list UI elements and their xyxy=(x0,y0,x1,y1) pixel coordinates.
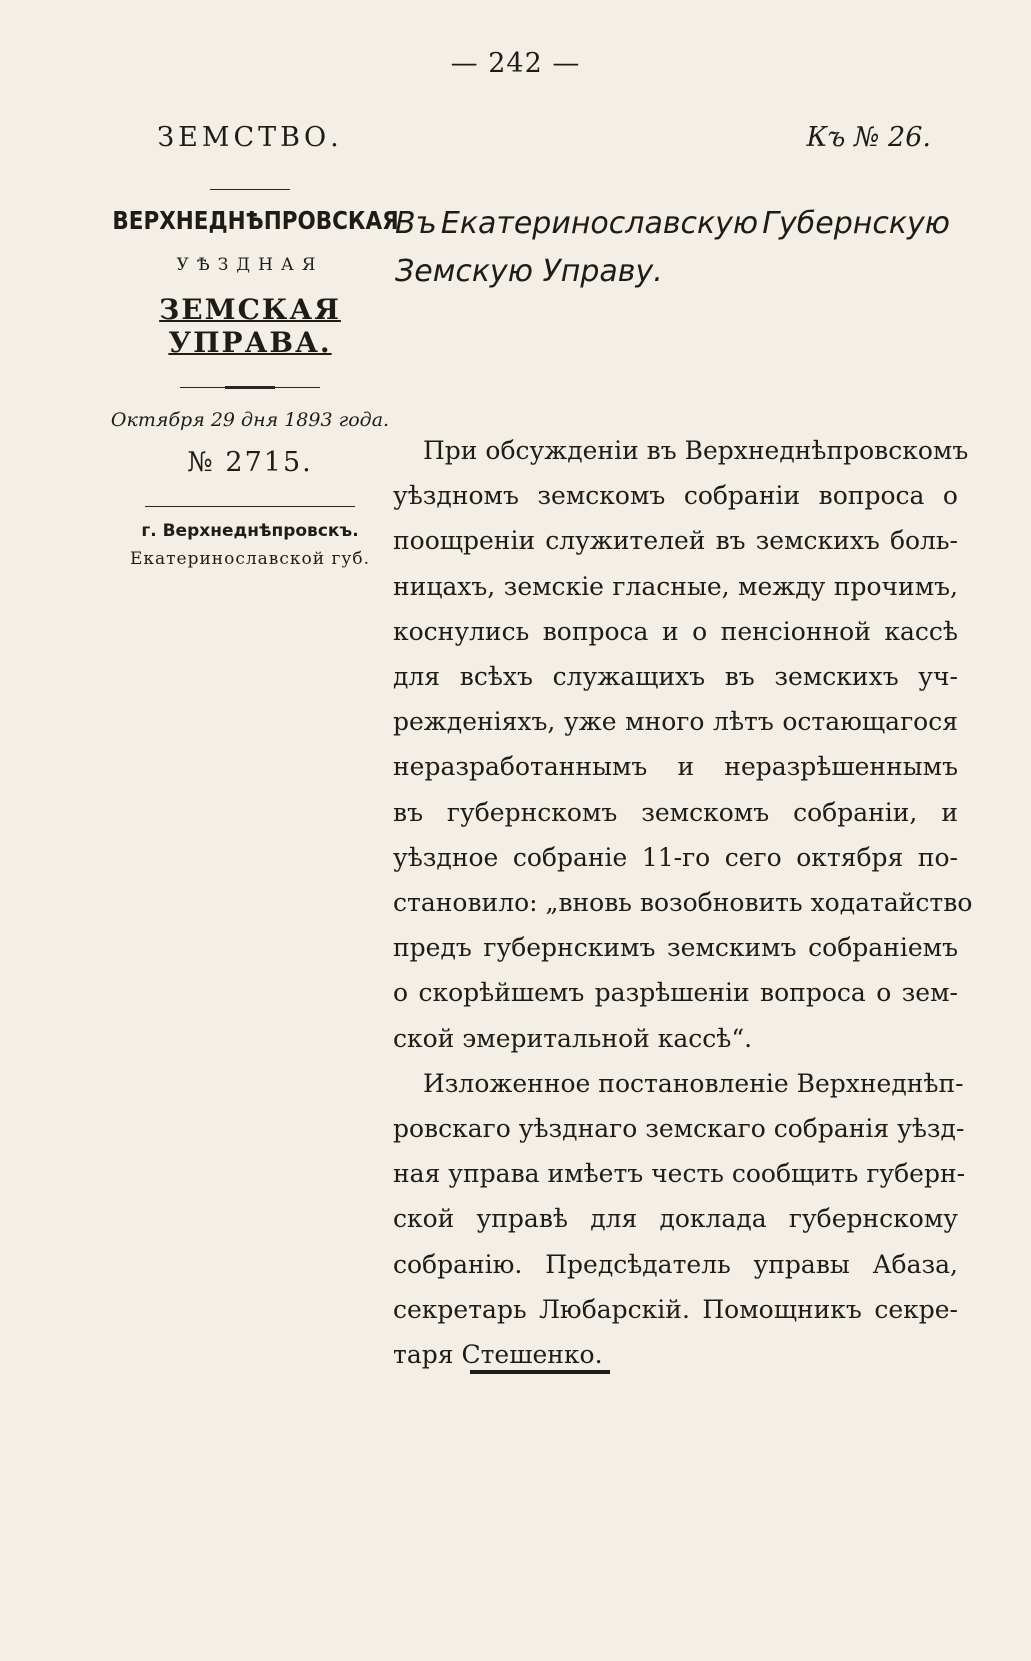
paragraph-2 xyxy=(393,1061,966,1377)
paragraph-1 xyxy=(393,428,973,1061)
text-line: ской управѣ для доклада губернскому xyxy=(393,1204,958,1234)
text-line: уѣздномъ земскомъ собраніи вопроса о xyxy=(393,481,958,511)
text-line: о скорѣйшемъ разрѣшеніи вопроса о зем- xyxy=(393,978,958,1008)
sender-block xyxy=(90,122,410,569)
text-line: уѣздное собраніе 11-го сего октября по- xyxy=(393,842,958,872)
addressee-word: Губернскую xyxy=(762,206,950,241)
divider xyxy=(210,189,290,190)
text-line: неразработаннымъ и неразрѣшеннымъ xyxy=(393,752,958,782)
text-line: становило: „вновь возобновить ходатайство xyxy=(393,888,973,918)
section-title: ЗЕМСТВО. xyxy=(157,122,343,153)
addressee xyxy=(395,200,950,296)
text-line: собранію. Предсѣдатель управы Абаза, xyxy=(393,1249,958,1279)
addressee-line-2: Земскую Управу. xyxy=(395,254,663,289)
page-number: — 242 — xyxy=(450,48,581,79)
letter-date: Октября 29 дня 1893 года. xyxy=(110,409,390,431)
divider xyxy=(145,506,355,507)
sender-province: Екатеринославской губ. xyxy=(129,549,371,569)
text-line: режденіяхъ, уже много лѣтъ остающагося xyxy=(393,707,958,737)
letter-number: № 2715. xyxy=(187,447,313,478)
sender-city: г. Верхнеднѣпровскъ. xyxy=(141,521,359,541)
text-line: Изложенное постановленіе Верхнеднѣп- xyxy=(423,1068,964,1098)
organization-type: УѢЗДНАЯ xyxy=(176,255,324,275)
text-line: предъ губернскимъ земскимъ собраніемъ xyxy=(393,933,958,963)
addressee-line-1 xyxy=(395,200,950,248)
text-line: ской эмеритальной кассѣ“. xyxy=(393,1023,753,1053)
text-line: въ губернскомъ земскомъ собраніи, и xyxy=(393,797,958,827)
end-rule-bar xyxy=(470,1370,610,1374)
text-line: ная управа имѣетъ честь сообщить губерн- xyxy=(393,1159,966,1189)
organization-body: ЗЕМСКАЯ УПРАВА. xyxy=(159,293,341,359)
letter-body xyxy=(393,428,973,1377)
text-line: ровскаго уѣзднаго земскаго собранія уѣзд- xyxy=(393,1114,965,1144)
text-line: секретарь Любарскій. Помощникъ секре- xyxy=(393,1294,958,1324)
addressee-word: Екатеринославскую xyxy=(440,206,759,241)
addressee-word: Въ xyxy=(395,206,437,241)
ornament-divider xyxy=(180,385,320,391)
reference-number: Къ № 26. xyxy=(806,122,931,153)
text-line: коснулись вопроса и о пенсіонной кассѣ xyxy=(393,616,958,646)
organization-name: ВЕРХНЕДНѢПРОВСКАЯ xyxy=(112,206,399,235)
text-line: поощреніи служителей въ земскихъ боль- xyxy=(393,526,958,556)
text-line: для всѣхъ служащихъ въ земскихъ уч- xyxy=(393,662,958,692)
text-line: таря Стешенко. xyxy=(393,1340,603,1370)
text-line: При обсужденіи въ Верхнеднѣпровскомъ xyxy=(423,436,969,465)
text-line: ницахъ, земскіе гласные, между прочимъ, xyxy=(393,571,958,601)
